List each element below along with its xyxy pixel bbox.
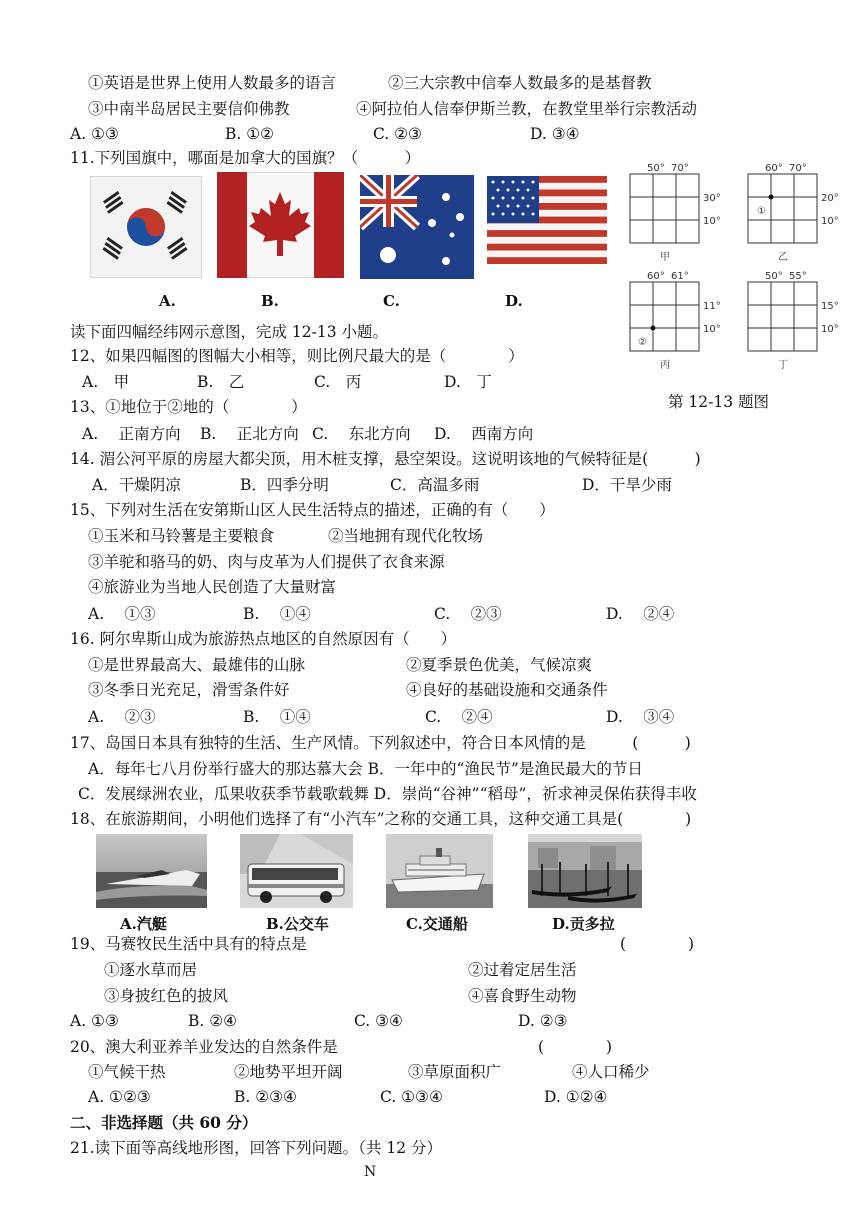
grid-yi-top2: 70° <box>789 163 807 174</box>
korea-flag-image <box>90 176 202 278</box>
flag-label-c: C. <box>383 292 400 310</box>
grid-bing-top2: 61° <box>671 271 689 282</box>
q15-stem: 15、下列对生活在安第斯山区人民生活特点的描述，正确的有（ ） <box>70 501 555 519</box>
q15-choice-b: B. ①④ <box>243 605 311 623</box>
grid-yi-right1: 20° <box>821 193 839 204</box>
grid-ding-name: 丁 <box>778 360 788 371</box>
q17-choices-cd: C．发展绿洲农业，瓜果收获季节载歌载舞 D．崇尚“谷神”“稻母”，祈求神灵保佑获得丰收 <box>78 785 697 803</box>
grid-ding <box>748 271 839 371</box>
grid-jia-top2: 70° <box>671 163 689 174</box>
q19-choice-c: C. ③④ <box>354 1012 403 1030</box>
q14-choice-d: D．干旱少雨 <box>582 476 672 494</box>
grid-yi-point-label: ① <box>757 206 766 217</box>
motorboat-image <box>96 834 207 908</box>
q17-choices-ab: A．每年七八月份举行盛大的那达慕大会 B．一年中的“渔民节”是渔民最大的节日 <box>88 760 643 778</box>
q19-choice-b: B. ②④ <box>188 1012 238 1030</box>
q13-stem: 13、①地位于②地的（ ） <box>70 398 307 416</box>
q19-option-4: ④喜食野生动物 <box>468 987 577 1005</box>
q20-answer-paren: ( ) <box>538 1038 613 1056</box>
grid-jia-name: 甲 <box>660 252 670 263</box>
section-2-heading: 二、非选择题（共 60 分） <box>70 1113 258 1132</box>
grid-bing-right2: 10° <box>703 324 721 335</box>
q16-option-2: ②夏季景色优美，气候凉爽 <box>406 656 593 674</box>
q18-label-c: C.交通船 <box>406 915 468 933</box>
q20-choice-d: D. ①②④ <box>544 1088 608 1106</box>
q19-option-1: ①逐水草而居 <box>104 961 198 979</box>
q18-label-d: D.贡多拉 <box>552 915 615 933</box>
q19-option-2: ②过着定居生活 <box>468 961 577 979</box>
q10-option-4: ④阿拉伯人信奉伊斯兰教，在教堂里举行宗教活动 <box>356 100 698 118</box>
q14-choice-c: C．高温多雨 <box>390 476 480 494</box>
q15-choice-a: A. ①③ <box>88 605 156 623</box>
bus-image <box>240 834 353 908</box>
q19-choice-a: A. ①③ <box>70 1012 119 1030</box>
q10-choice-d: D. ③④ <box>530 125 580 143</box>
q12-choice-a: A. 甲 <box>82 373 130 391</box>
q15-option-4: ④旅游业为当地人民创造了大量财富 <box>88 578 337 596</box>
q16-choice-c: C. ②④ <box>425 708 493 726</box>
q16-choice-b: B. ①④ <box>243 708 311 726</box>
ferry-ship-image <box>386 834 493 908</box>
q12-choice-c: C. 丙 <box>314 373 362 391</box>
australia-flag-image <box>360 175 474 279</box>
grid-bing-point-label: ② <box>638 337 647 348</box>
grid-jia <box>630 163 721 263</box>
q15-option-1: ①玉米和马铃薯是主要粮食 <box>88 527 275 545</box>
q20-option-1: ①气候干热 <box>88 1063 166 1081</box>
usa-flag-image <box>487 176 607 264</box>
q10-option-3: ③中南半岛居民主要信仰佛教 <box>88 100 290 118</box>
q12-choice-b: B. 乙 <box>197 373 245 391</box>
q14-choice-a: A．干燥阴凉 <box>92 476 181 494</box>
grid-ding-right1: 15° <box>821 301 839 312</box>
grid-yi-right2: 10° <box>821 216 839 227</box>
q16-option-3: ③冬季日光充足，滑雪条件好 <box>88 681 290 699</box>
canada-flag-image <box>217 172 344 278</box>
q21-stem: 21.读下面等高线地形图，回答下列问题。（共 12 分） <box>70 1139 442 1157</box>
point-2-marker <box>651 326 656 331</box>
lat-long-grid-figures <box>622 160 852 380</box>
grid-ding-right2: 10° <box>821 324 839 335</box>
q20-choice-b: B. ②③④ <box>234 1088 297 1106</box>
q19-stem: 19、马赛牧民生活中具有的特点是 <box>70 935 307 953</box>
grid-bing-right1: 11° <box>703 301 721 312</box>
q11-stem: 11.下列国旗中，哪面是加拿大的国旗？（ ） <box>70 149 421 167</box>
grid-yi <box>748 163 839 263</box>
q20-option-2: ②地势平坦开阔 <box>234 1063 343 1081</box>
flag-label-a: A. <box>159 292 176 310</box>
q15-choice-c: C. ②③ <box>434 605 502 623</box>
q19-choice-d: D. ②③ <box>518 1012 568 1030</box>
gondola-image <box>528 834 642 908</box>
q16-option-1: ①是世界最高大、最雄伟的山脉 <box>88 656 306 674</box>
grid-bing-name: 丙 <box>660 360 670 371</box>
grid-jia-top1: 50° <box>647 163 665 174</box>
grid-ding-top2: 55° <box>789 271 807 282</box>
q12-stem: 12、如果四幅图的图幅大小相等，则比例尺最大的是（ ） <box>70 347 524 365</box>
grid-yi-top1: 60° <box>765 163 783 174</box>
q16-option-4: ④良好的基础设施和交通条件 <box>406 681 608 699</box>
q20-option-4: ④人口稀少 <box>572 1063 650 1081</box>
q20-choice-c: C. ①③④ <box>380 1088 443 1106</box>
q13-choice-b: B. 正北方向 <box>200 425 299 443</box>
q10-choice-b: B. ①② <box>225 125 275 143</box>
q17-stem: 17、岛国日本具有独特的生活、生产风情。下列叙述中，符合日本风情的是 ( ) <box>70 734 691 752</box>
point-1-marker <box>769 195 774 200</box>
q15-option-3: ③羊驼和骆马的奶、肉与皮革为人们提供了衣食来源 <box>88 553 445 571</box>
q20-choice-a: A. ①②③ <box>88 1088 151 1106</box>
q18-label-a: A.汽艇 <box>120 915 167 933</box>
grid-figure-caption: 第 12-13 题图 <box>668 393 770 411</box>
north-indicator: N <box>364 1164 377 1180</box>
q16-choice-a: A. ②③ <box>88 708 156 726</box>
q19-option-3: ③身披红色的披风 <box>104 987 229 1005</box>
q19-answer-paren: ( ) <box>620 935 695 953</box>
q13-choice-d: D. 西南方向 <box>434 425 534 443</box>
q10-option-1: ①英语是世界上使用人数最多的语言 <box>88 74 337 92</box>
grid-bing <box>630 271 721 371</box>
q20-stem: 20、澳大利亚养羊业发达的自然条件是 <box>70 1038 338 1056</box>
q16-stem: 16. 阿尔卑斯山成为旅游热点地区的自然原因有（ ） <box>70 630 457 648</box>
q15-choice-d: D. ②④ <box>606 605 675 623</box>
q14-choice-b: B．四季分明 <box>240 476 329 494</box>
q10-choice-c: C. ②③ <box>373 125 422 143</box>
grid-bing-top1: 60° <box>647 271 665 282</box>
q10-option-2: ②三大宗教中信奉人数最多的是基督教 <box>388 74 652 92</box>
grid-ding-top1: 50° <box>765 271 783 282</box>
q20-option-3: ③草原面积广 <box>408 1063 502 1081</box>
q12-choice-d: D. 丁 <box>444 373 492 391</box>
q13-choice-a: A. 正南方向 <box>82 425 181 443</box>
q18-label-b: B.公交车 <box>266 915 329 933</box>
grid-jia-right1: 30° <box>703 193 721 204</box>
q16-choice-d: D. ③④ <box>606 708 675 726</box>
grid-yi-name: 乙 <box>778 252 788 263</box>
q10-choice-a: A. ①③ <box>70 125 119 143</box>
grid-jia-right2: 10° <box>703 216 721 227</box>
q18-stem: 18、在旅游期间，小明他们选择了有“小汽车”之称的交通工具，这种交通工具是( ) <box>70 810 692 828</box>
q15-option-2: ②当地拥有现代化牧场 <box>328 527 484 545</box>
q14-stem: 14. 湄公河平原的房屋大都尖顶，用木桩支撑，悬空架设。这说明该地的气候特征是( ) <box>70 450 701 468</box>
q13-choice-c: C. 东北方向 <box>312 425 411 443</box>
flag-label-b: B. <box>261 292 279 310</box>
flag-label-d: D. <box>505 292 523 310</box>
q12-13-intro: 读下面四幅经纬网示意图，完成 12-13 小题。 <box>70 323 389 341</box>
